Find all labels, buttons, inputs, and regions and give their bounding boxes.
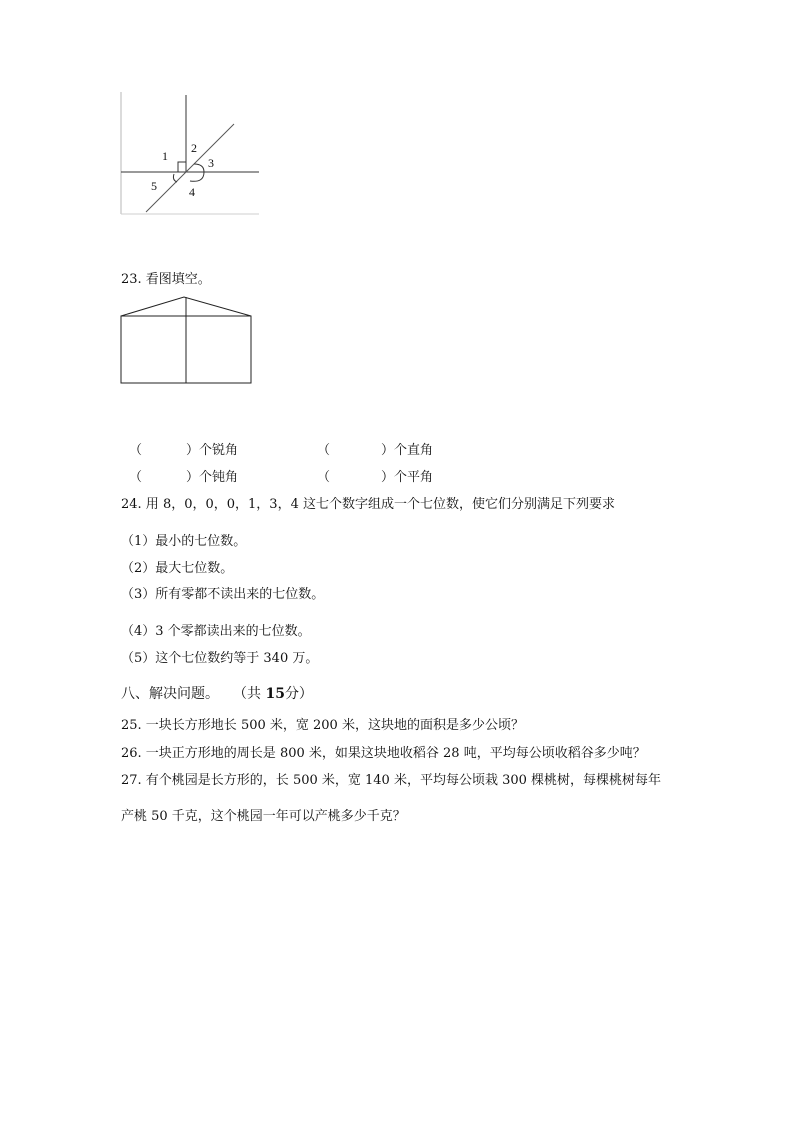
q24-item-1: （1）最小的七位数。 bbox=[121, 534, 247, 549]
blank-right-label: ）个直角 bbox=[381, 443, 434, 458]
section-8-score-prefix: （共 bbox=[233, 686, 266, 702]
section-8-name: 八、解决问题。 bbox=[121, 686, 219, 702]
angle-label-5: 5 bbox=[151, 179, 157, 193]
blank-obtuse-open: （ bbox=[129, 470, 143, 485]
angle-label-4: 4 bbox=[189, 185, 195, 199]
angle-label-3: 3 bbox=[208, 156, 214, 170]
angle-label-2: 2 bbox=[191, 141, 197, 155]
q24-item-3: （3）所有零都不读出来的七位数。 bbox=[121, 587, 325, 602]
q24-item-5: （5）这个七位数约等于 340 万。 bbox=[121, 651, 319, 666]
q23-title: 23. 看图填空。 bbox=[121, 272, 211, 287]
q25: 25. 一块长方形地长 500 米，宽 200 米，这块地的面积是多少公顷？ bbox=[121, 718, 524, 733]
q24-item-2: （2）最大七位数。 bbox=[121, 561, 234, 576]
q24-item-4: （4）3 个零都读出来的七位数。 bbox=[121, 624, 311, 639]
blank-acute-label: ）个锐角 bbox=[186, 443, 239, 458]
section-8-score-number: 15 bbox=[265, 686, 285, 702]
blank-straight-label: ）个平角 bbox=[381, 470, 434, 485]
blank-straight-open: （ bbox=[317, 470, 331, 485]
blank-right-open: （ bbox=[317, 443, 331, 458]
angle-label-1: 1 bbox=[162, 149, 168, 163]
q24-title: 24. 用 8，0，0，0，1，3，4 这七个数字组成一个七位数，使它们分别满足下列要求 bbox=[121, 497, 615, 512]
angle-figure bbox=[118, 92, 264, 218]
blank-acute-open: （ bbox=[129, 443, 143, 458]
house-figure bbox=[118, 294, 254, 386]
q26: 26. 一块正方形地的周长是 800 米，如果这块地收稻谷 28 吨，平均每公顷收稻谷多少吨？ bbox=[121, 746, 646, 761]
section-8-score-suffix: 分） bbox=[284, 686, 313, 702]
section-8-title bbox=[121, 686, 313, 702]
q27-line-2: 产桃 50 千克，这个桃园一年可以产桃多少千克？ bbox=[121, 809, 406, 824]
blank-obtuse-label: ）个钝角 bbox=[186, 470, 239, 485]
q27-line-1: 27. 有个桃园是长方形的，长 500 米，宽 140 米，平均每公顷栽 300 棵桃树，每棵桃树每年 bbox=[121, 773, 662, 788]
